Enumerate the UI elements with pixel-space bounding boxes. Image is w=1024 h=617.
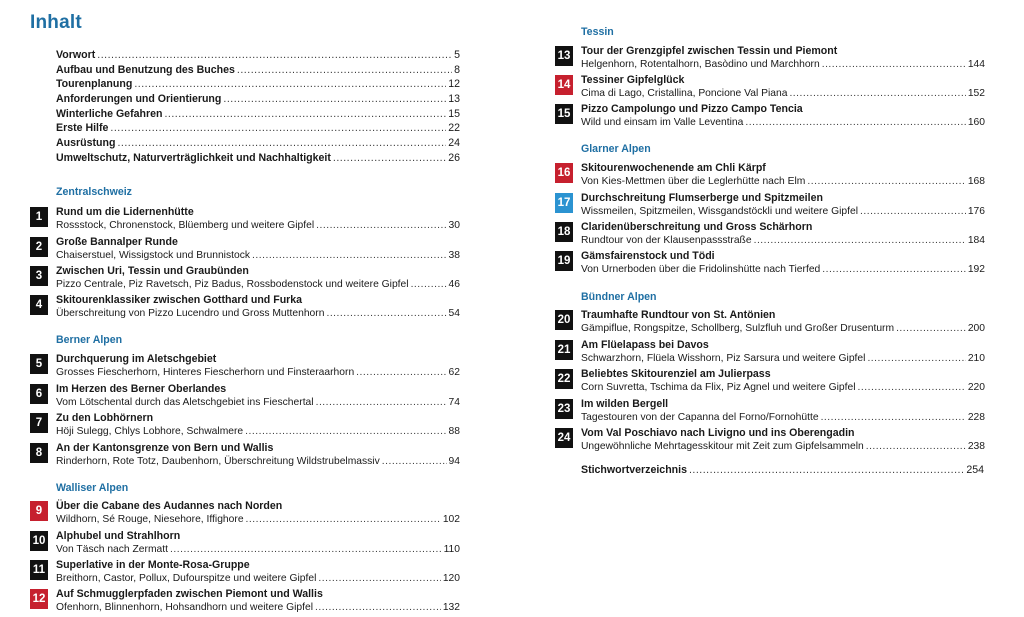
- tour-subtitle: Tagestouren von der Capanna del Forno/Fornohütte: [581, 412, 819, 423]
- page-number: 22: [448, 122, 460, 135]
- page-number: 12: [448, 78, 460, 91]
- tour-title: Skitourenklassiker zwischen Gotthard und Furka: [56, 294, 303, 306]
- tour-entry-11[interactable]: [32, 559, 460, 585]
- leader-dots: [745, 116, 965, 129]
- page-number: 24: [448, 137, 460, 150]
- page-number: 184: [967, 235, 985, 246]
- tour-number-badge: 7: [30, 413, 48, 433]
- entry-label: Stichwortverzeichnis: [581, 464, 687, 476]
- tour-entry-24[interactable]: [557, 427, 985, 453]
- leader-dots: [789, 87, 965, 100]
- page-number: 102: [442, 514, 460, 525]
- page-number: 160: [967, 117, 985, 128]
- leader-dots: [411, 278, 447, 291]
- leader-dots: [382, 455, 447, 468]
- leader-dots: [867, 352, 965, 365]
- leader-dots: [318, 572, 440, 585]
- leader-dots: [326, 307, 446, 320]
- entry-label: Winterliche Gefahren: [56, 107, 163, 120]
- leader-dots: [252, 249, 447, 262]
- tour-subtitle: Von Täsch nach Zermatt: [56, 544, 168, 555]
- tour-title: Pizzo Campolungo und Pizzo Campo Tencia: [581, 103, 803, 115]
- toc-entry-index[interactable]: [581, 464, 984, 476]
- tour-entry-2[interactable]: [35, 236, 460, 262]
- tour-number-badge: 24: [555, 428, 573, 448]
- page-number: 168: [967, 176, 985, 187]
- tour-entry-18[interactable]: [557, 221, 985, 247]
- leader-dots: [356, 366, 446, 379]
- tour-entry-10[interactable]: [32, 530, 460, 556]
- tour-subtitle: Höji Sulegg, Chlys Lobhore, Schwalmere: [56, 426, 244, 437]
- tour-number-badge: 10: [30, 531, 48, 551]
- tour-title: Durchschreitung Flumserberge und Spitzmeilen: [581, 192, 823, 204]
- tour-subtitle: Helgenhorn, Rotentalhorn, Basòdino und Marchhorn: [581, 59, 820, 70]
- leader-dots: [223, 93, 446, 105]
- tour-subtitle: Von Urnerboden über die Fridolinshütte nach Tierfed: [581, 264, 821, 275]
- tour-number-badge: 17: [555, 193, 573, 213]
- toc-entry[interactable]: [56, 122, 460, 137]
- page-number: 132: [442, 602, 460, 613]
- page-number: 192: [967, 264, 985, 275]
- page-number: 26: [448, 151, 460, 164]
- entry-label: Ausrüstung: [56, 137, 116, 150]
- tour-entry-22[interactable]: [557, 368, 985, 394]
- tour-number-badge: 20: [555, 310, 573, 330]
- page-number: 220: [967, 382, 985, 393]
- tour-subtitle: Wild und einsam im Valle Leventina: [581, 117, 744, 128]
- leader-dots: [170, 543, 442, 556]
- tour-number-badge: 18: [555, 222, 573, 242]
- toc-entry[interactable]: [56, 137, 460, 152]
- tour-subtitle: Cima di Lago, Cristallina, Poncione Val Piana: [581, 88, 788, 99]
- leader-dots: [822, 58, 966, 71]
- tour-subtitle: Ofenhorn, Blinnenhorn, Hohsandhorn und weitere Gipfel: [56, 602, 314, 613]
- page-number: 5: [454, 49, 460, 61]
- tour-number-badge: 23: [555, 399, 573, 419]
- tour-entry-4[interactable]: [35, 294, 460, 320]
- leader-dots: [333, 152, 446, 164]
- page-number: 200: [967, 323, 985, 334]
- tour-entry-20[interactable]: [557, 309, 985, 335]
- tour-subtitle: Chaiserstuel, Wissigstock und Brunnistock: [56, 250, 251, 261]
- page-number: 238: [967, 441, 985, 452]
- page-number: 152: [967, 88, 985, 99]
- tour-title: Im Herzen des Berner Oberlandes: [56, 383, 227, 395]
- leader-dots: [316, 396, 447, 409]
- page-number: 176: [967, 206, 985, 217]
- page-number: 46: [448, 279, 460, 290]
- tour-subtitle: Wildhorn, Sé Rouge, Niesehore, Iffighore: [56, 514, 244, 525]
- tour-entry-8[interactable]: [35, 442, 460, 468]
- tour-title: Durchquerung im Aletschgebiet: [56, 353, 217, 365]
- page-number: 62: [448, 367, 460, 378]
- tour-number-badge: 5: [30, 354, 48, 374]
- tour-entry-19[interactable]: [557, 250, 985, 276]
- toc-entry[interactable]: [56, 93, 460, 108]
- tour-title: Tessiner Gipfelglück: [581, 74, 685, 86]
- tour-subtitle: Breithorn, Castor, Pollux, Dufourspitze und weitere Gipfel: [56, 573, 317, 584]
- tour-title: Superlative in der Monte-Rosa-Gruppe: [56, 559, 250, 571]
- leader-dots: [164, 108, 446, 120]
- section-heading-glarner-alpen: Glarner Alpen: [581, 143, 651, 155]
- leader-dots: [245, 425, 446, 438]
- tour-number-badge: 4: [30, 295, 48, 315]
- tour-number-badge: 14: [555, 75, 573, 95]
- tour-title: Zwischen Uri, Tessin und Graubünden: [56, 265, 249, 277]
- tour-entry-6[interactable]: [35, 383, 460, 409]
- page-number: 8: [454, 63, 460, 76]
- tour-number-badge: 16: [555, 163, 573, 183]
- tour-subtitle: Von Kies-Mettmen über die Leglerhütte nach Elm: [581, 176, 806, 187]
- leader-dots: [315, 601, 441, 614]
- tour-subtitle: Vom Lötschental durch das Aletschgebiet ins Fieschertal: [56, 397, 314, 408]
- tour-number-badge: 6: [30, 384, 48, 404]
- tour-number-badge: 22: [555, 369, 573, 389]
- leader-dots: [822, 263, 966, 276]
- tour-title: Über die Cabane des Audannes nach Norden: [56, 500, 283, 512]
- tour-number-badge: 12: [30, 589, 48, 609]
- tour-entry-21[interactable]: [557, 339, 985, 365]
- toc-entry[interactable]: [56, 108, 460, 123]
- entry-label: Anforderungen und Orientierung: [56, 93, 222, 106]
- entry-label: Tourenplanung: [56, 78, 133, 91]
- page-number: 88: [448, 426, 460, 437]
- toc-entry[interactable]: [56, 64, 460, 79]
- page-number: 120: [442, 573, 460, 584]
- leader-dots: [896, 322, 966, 335]
- page-number: 210: [967, 353, 985, 364]
- leader-dots: [866, 440, 966, 453]
- entry-label: Aufbau und Benutzung des Buches: [56, 63, 235, 76]
- toc-entry[interactable]: [56, 78, 460, 93]
- page-number: 228: [967, 412, 985, 423]
- tour-subtitle: Rinderhorn, Rote Totz, Daubenhorn, Überschreitung Wildstrubelmassiv: [56, 456, 380, 467]
- leader-dots: [117, 137, 446, 149]
- entry-label: Erste Hilfe: [56, 122, 109, 135]
- tour-entry-14[interactable]: [557, 74, 985, 100]
- section-heading-buendner-alpen: Bündner Alpen: [581, 291, 657, 303]
- tour-number-badge: 13: [555, 46, 573, 66]
- tour-title: Skitourenwochenende am Chli Kärpf: [581, 162, 766, 174]
- tour-number-badge: 19: [555, 251, 573, 271]
- entry-label: Umweltschutz, Naturverträglichkeit und Nachhaltigkeit: [56, 151, 331, 164]
- toc-entry[interactable]: [56, 49, 460, 64]
- tour-entry-13[interactable]: [557, 45, 985, 71]
- tour-number-badge: 2: [30, 237, 48, 257]
- tour-subtitle: Rundtour von der Klausenpassstraße: [581, 235, 752, 246]
- entry-label: Vorwort: [56, 49, 96, 61]
- page-number: 74: [448, 397, 460, 408]
- leader-dots: [316, 219, 446, 232]
- leader-dots: [754, 234, 966, 247]
- tour-number-badge: 3: [30, 266, 48, 286]
- tour-number-badge: 21: [555, 340, 573, 360]
- page-number: 15: [448, 107, 460, 120]
- leader-dots: [134, 78, 446, 90]
- tour-title: Claridenüberschreitung und Gross Schärhorn: [581, 221, 813, 233]
- tour-subtitle: Pizzo Centrale, Piz Ravetsch, Piz Badus, Rossbodenstock und weitere Gipfel: [56, 279, 409, 290]
- page-number: 94: [448, 456, 460, 467]
- tour-subtitle: Rossstock, Chronenstock, Blüemberg und weitere Gipfel: [56, 220, 315, 231]
- tour-number-badge: 1: [30, 207, 48, 227]
- tour-subtitle: Schwarzhorn, Flüela Wisshorn, Piz Sarsura und weitere Gipfel: [581, 353, 866, 364]
- tour-title: An der Kantonsgrenze von Bern und Wallis: [56, 442, 274, 454]
- tour-entry-17[interactable]: [557, 192, 985, 218]
- tour-title: Im wilden Bergell: [581, 398, 669, 410]
- tour-entry-23[interactable]: [557, 398, 985, 424]
- leader-dots: [807, 175, 965, 188]
- tour-entry-5[interactable]: [35, 353, 460, 379]
- tour-entry-9[interactable]: [35, 500, 460, 526]
- tour-title: Große Bannalper Runde: [56, 236, 178, 248]
- tour-title: Alphubel und Strahlhorn: [56, 530, 181, 542]
- page-title: Inhalt: [30, 12, 82, 33]
- tour-subtitle: Wissmeilen, Spitzmeilen, Wissgandstöckli und weitere Gipfel: [581, 206, 858, 217]
- tour-entry-16[interactable]: [557, 162, 985, 188]
- tour-entry-7[interactable]: [35, 412, 460, 438]
- tour-entry-12[interactable]: [32, 588, 460, 614]
- tour-subtitle: Corn Suvretta, Tschima da Flix, Piz Agnel und weitere Gipfel: [581, 382, 856, 393]
- tour-title: Am Flüelapass bei Davos: [581, 339, 709, 351]
- tour-title: Vom Val Poschiavo nach Livigno und ins Oberengadin: [581, 427, 855, 439]
- tour-subtitle: Überschreitung von Pizzo Lucendro und Gross Muttenhorn: [56, 308, 325, 319]
- tour-number-badge: 15: [555, 104, 573, 124]
- leader-dots: [821, 411, 966, 424]
- section-heading-walliser-alpen: Walliser Alpen: [56, 482, 129, 494]
- page-number: 38: [448, 250, 460, 261]
- tour-entry-15[interactable]: [557, 103, 985, 129]
- section-heading-berner-alpen: Berner Alpen: [56, 334, 123, 346]
- page-number: 54: [448, 308, 460, 319]
- tour-number-badge: 9: [30, 501, 48, 521]
- tour-title: Traumhafte Rundtour von St. Antönien: [581, 309, 776, 321]
- page-number: 254: [966, 464, 984, 476]
- leader-dots: [97, 49, 452, 61]
- front-matter-list: [56, 49, 460, 167]
- page-number: 13: [448, 93, 460, 106]
- leader-dots: [110, 122, 446, 134]
- leader-dots: [858, 381, 966, 394]
- leader-dots: [237, 64, 452, 76]
- tour-title: Gämsfairenstock und Tödi: [581, 250, 715, 262]
- section-heading-tessin: Tessin: [581, 26, 614, 38]
- tour-title: Beliebtes Skitourenziel am Julierpass: [581, 368, 771, 380]
- tour-title: Zu den Lobhörnern: [56, 412, 154, 424]
- tour-title: Rund um die Lidernenhütte: [56, 206, 194, 218]
- page-number: 110: [443, 544, 460, 555]
- tour-entry-1[interactable]: [35, 206, 460, 232]
- leader-dots: [689, 464, 964, 476]
- tour-title: Auf Schmugglerpfaden zwischen Piemont und Wallis: [56, 588, 323, 600]
- page-number: 30: [448, 220, 460, 231]
- tour-title: Tour der Grenzgipfel zwischen Tessin und Piemont: [581, 45, 838, 57]
- tour-number-badge: 8: [30, 443, 48, 463]
- section-heading-zentralschweiz: Zentralschweiz: [56, 186, 132, 198]
- toc-entry[interactable]: [56, 152, 460, 167]
- page-number: 144: [967, 59, 985, 70]
- leader-dots: [860, 205, 966, 218]
- tour-subtitle: Ungewöhnliche Mehrtagesskitour mit Zeit zum Gipfelsammeln: [581, 441, 864, 452]
- leader-dots: [246, 513, 441, 526]
- tour-subtitle: Gämpiflue, Rongspitze, Schollberg, Sulzfluh und Großer Drusenturm: [581, 323, 895, 334]
- tour-number-badge: 11: [30, 560, 48, 580]
- tour-subtitle: Grosses Fiescherhorn, Hinteres Fiescherhorn und Finsteraarhorn: [56, 367, 355, 378]
- tour-entry-3[interactable]: [35, 265, 460, 291]
